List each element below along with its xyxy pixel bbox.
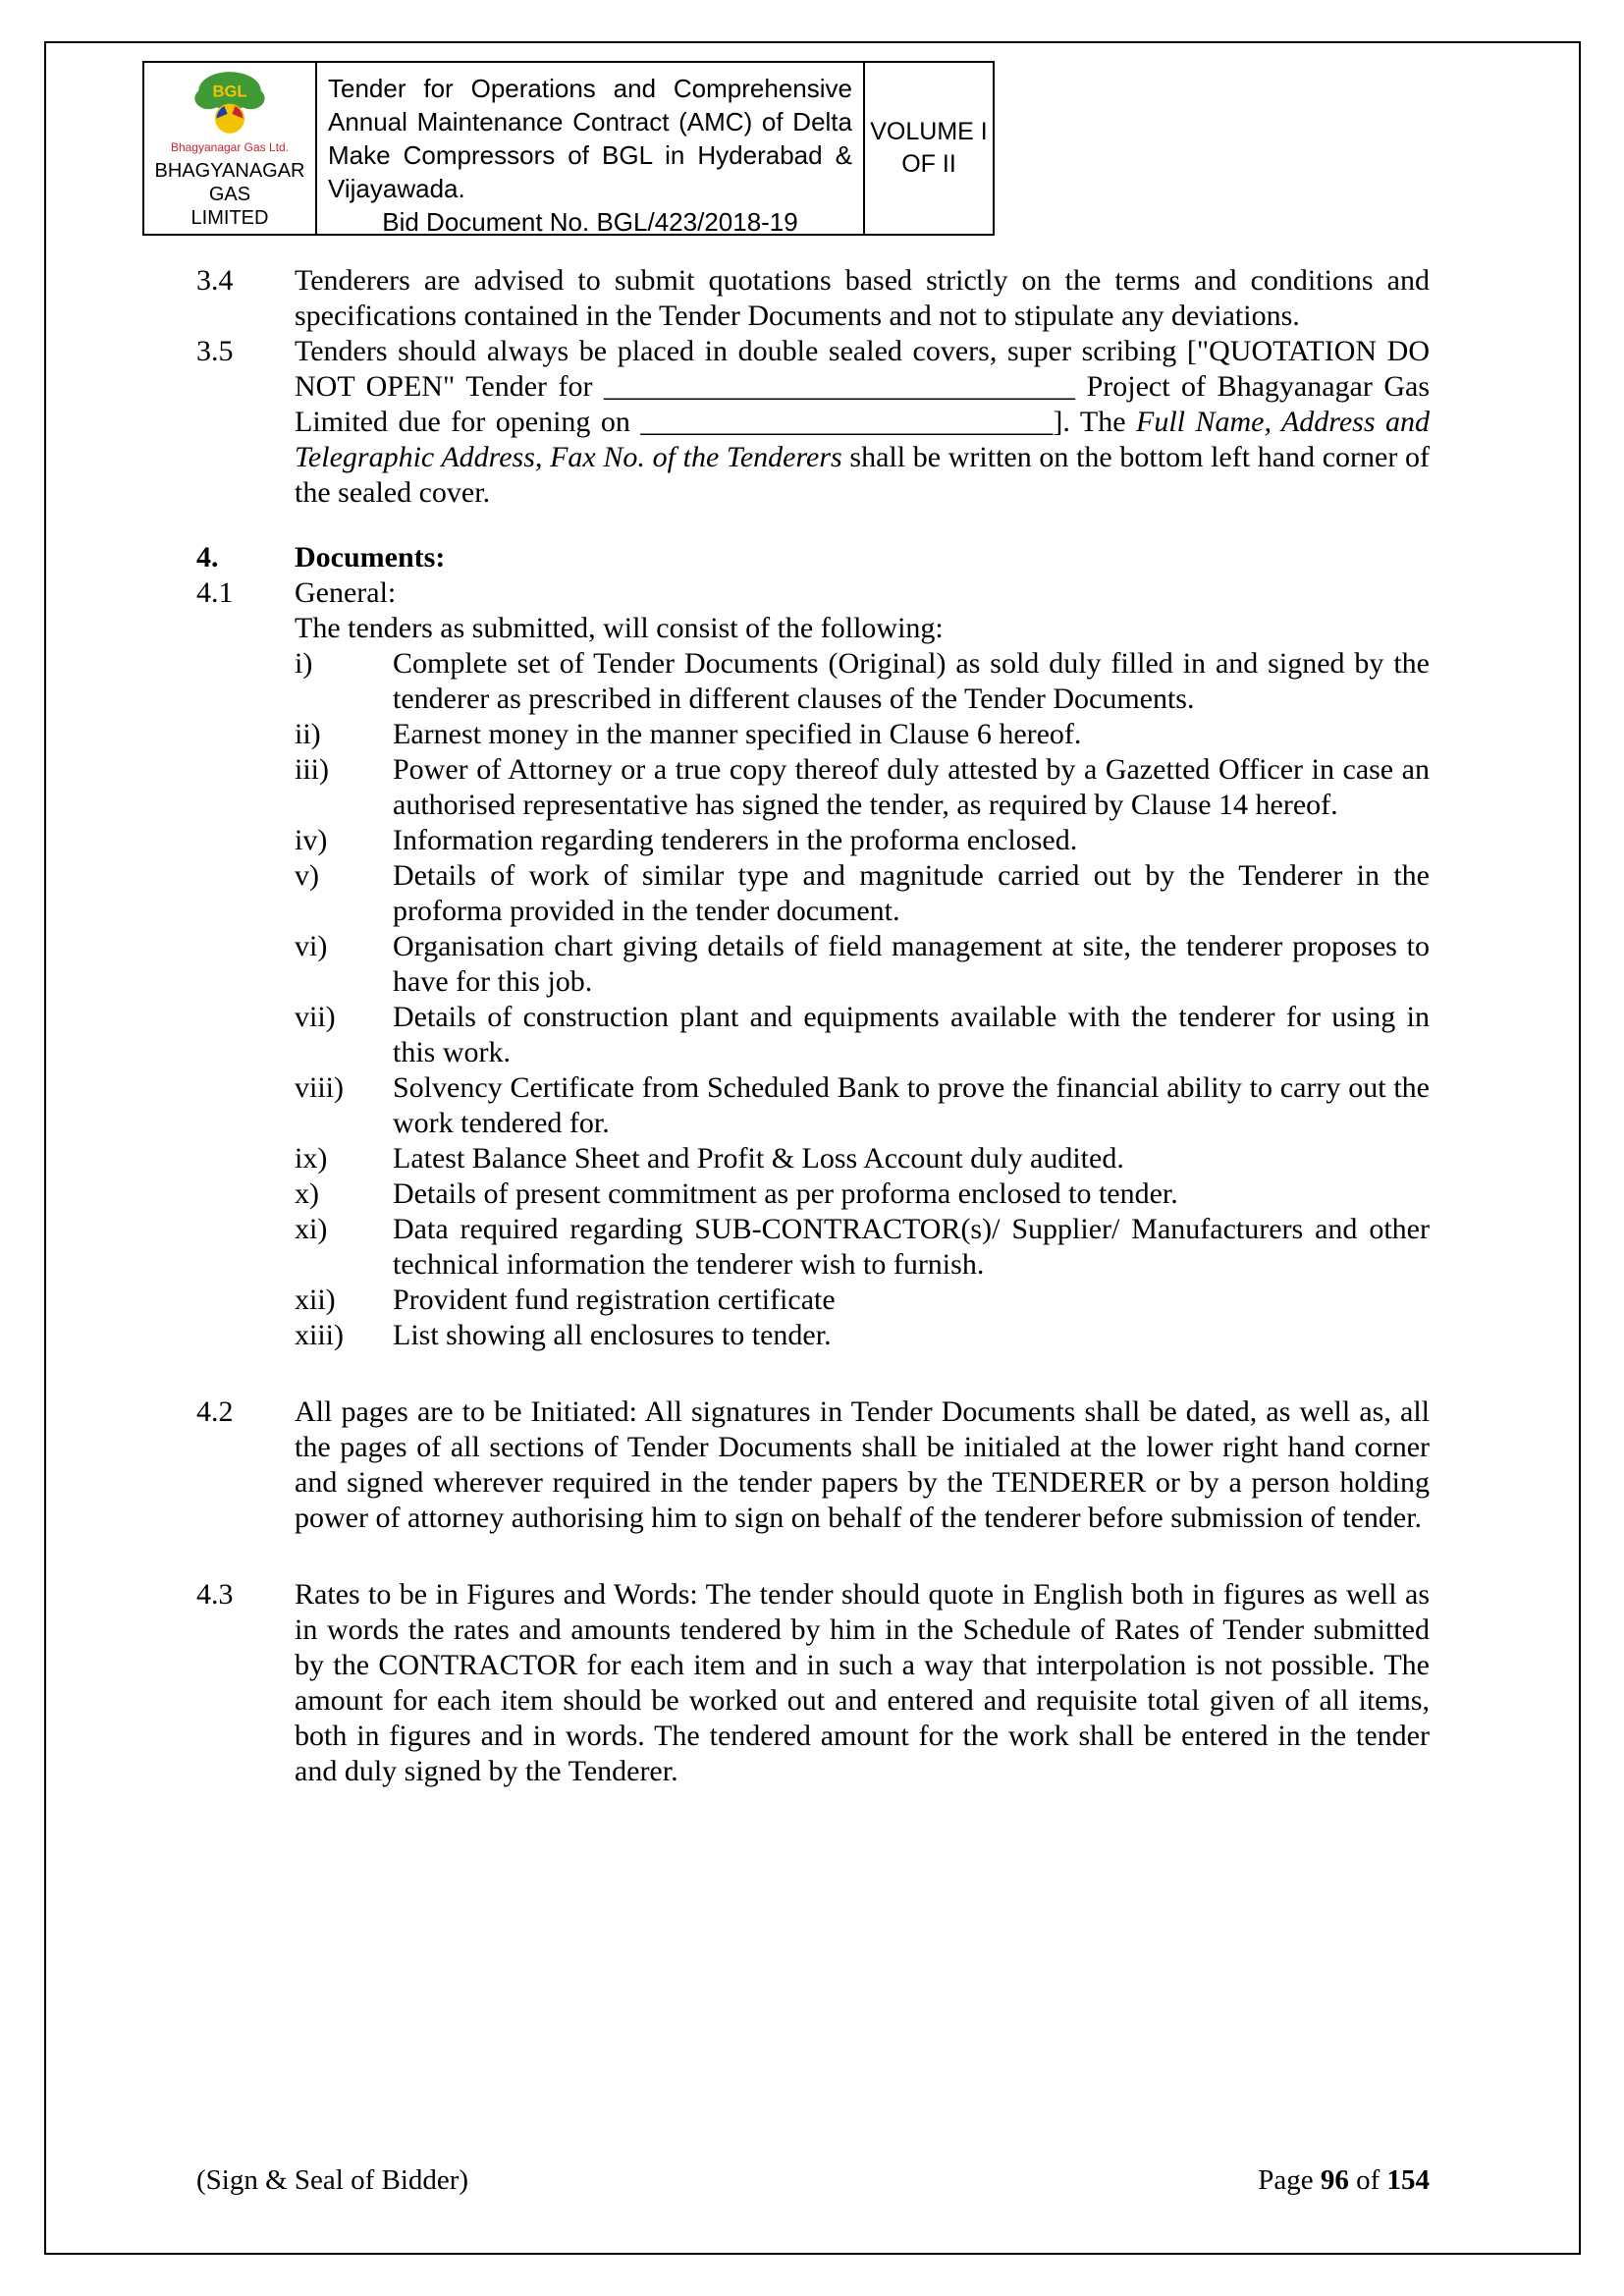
list-marker: viii) xyxy=(295,1071,344,1104)
list-item xyxy=(295,717,1430,752)
volume-cell xyxy=(863,61,995,236)
clause-3-4 xyxy=(196,263,1430,334)
bgl-logo-icon xyxy=(176,69,284,143)
list-marker: v) xyxy=(295,859,319,892)
list-marker: x) xyxy=(295,1177,319,1210)
list-item xyxy=(295,1070,1430,1141)
company-name xyxy=(148,159,311,230)
bid-document-number: Bid Document No. BGL/423/2018-19 xyxy=(382,207,798,237)
list-item xyxy=(295,1141,1430,1176)
list-item-text: Data required regarding SUB-CONTRACTOR(s)/ Supplier/ Manufacturers and other technical information the tenderer wish to furnish. xyxy=(393,1213,1430,1281)
volume-label-line1: VOLUME I xyxy=(870,118,988,145)
list-marker: xiii) xyxy=(295,1319,344,1351)
logo-acronym: BGL xyxy=(212,82,247,101)
clause-text: Tenderers are advised to submit quotations based strictly on the terms and conditions and specifications contained in the Tender Documents and not to stipulate any deviations. xyxy=(295,264,1430,332)
documents-list xyxy=(295,646,1430,1353)
list-item xyxy=(295,823,1430,858)
list-item-text: Details of present commitment as per proforma enclosed to tender. xyxy=(393,1177,1178,1210)
document-body xyxy=(196,263,1430,1789)
clause-text xyxy=(295,334,1430,511)
list-item-text: Provident fund registration certificate xyxy=(393,1284,836,1316)
list-marker: i) xyxy=(295,647,313,680)
tender-title: Tender for Operations and Comprehensive Annual Maintenance Contract (AMC) of Delta Make Compressors of BGL in Hyderabad & Vijayawada. xyxy=(328,74,852,203)
clause-4-3 xyxy=(196,1577,1430,1789)
list-marker: iii) xyxy=(295,753,329,786)
list-marker: ii) xyxy=(295,718,321,750)
clause-4-1 xyxy=(196,575,1430,611)
clause-number: 4.3 xyxy=(196,1578,234,1611)
list-item xyxy=(295,752,1430,823)
page-word: Page xyxy=(1258,2164,1314,2196)
spacer xyxy=(196,511,1430,540)
clause-text: General: xyxy=(295,576,397,609)
list-marker: iv) xyxy=(295,824,328,856)
page-footer xyxy=(196,2163,1430,2197)
list-marker: xii) xyxy=(295,1284,336,1316)
clause-3-5-text-1: Tenders should always be placed in double sealed covers, super scribing ["QUOTATION DO NOT OPEN" Tender for ________________________________ Project of Bhagyanagar Gas Limited due for opening on ____________________________]. The xyxy=(295,335,1430,438)
list-item xyxy=(295,929,1430,1000)
total-pages: 154 xyxy=(1386,2164,1430,2196)
clause-text: All pages are to be Initiated: All signatures in Tender Documents shall be dated, as well as, all the pages of all sections of Tender Documents shall be initialed at the lower right hand corner and signed wherever required in the tender papers by the TENDERER or by a person holding power of attorney authorising him to sign on behalf of the tenderer before submission of tender. xyxy=(295,1395,1430,1534)
clause-4-2 xyxy=(196,1394,1430,1536)
logo-tagline: Bhagyanagar Gas Ltd. xyxy=(170,140,290,154)
list-marker: xi) xyxy=(295,1213,328,1245)
list-marker: vii) xyxy=(295,1001,336,1033)
sign-seal-label: (Sign & Seal of Bidder) xyxy=(196,2164,469,2196)
list-marker: vi) xyxy=(295,930,328,962)
clause-3-5 xyxy=(196,334,1430,511)
list-item xyxy=(295,1000,1430,1070)
spacer xyxy=(196,1353,1430,1394)
clause-3-5-italic: Full Name, Address and Telegraphic Address, Fax No. of the Tenderers xyxy=(295,406,1431,473)
list-item xyxy=(295,1318,1430,1353)
header-table xyxy=(142,61,995,236)
clause-number: 3.5 xyxy=(196,335,234,367)
clause-text: Documents: xyxy=(295,541,446,574)
list-item-text: Details of work of similar type and magnitude carried out by the Tenderer in the proforma provided in the tender document. xyxy=(393,859,1430,927)
list-item-text: Details of construction plant and equipments available with the tenderer for using in this work. xyxy=(393,1001,1430,1068)
clause-text: Rates to be in Figures and Words: The tender should quote in English both in figures as well as in words the rates and amounts tendered by him in the Schedule of Rates of Tender submitted by the CONTRACTOR for each item and in such a way that interpolation is not possible. The amount for each item should be worked out and entered and requisite total given of all items, both in figures and in words. The tendered amount for the work shall be entered in the tender and duly signed by the Tenderer. xyxy=(295,1578,1430,1787)
list-item-text: List showing all enclosures to tender. xyxy=(393,1319,832,1351)
list-item xyxy=(295,1176,1430,1212)
heading-4-documents xyxy=(196,540,1430,575)
page-number: 96 xyxy=(1320,2164,1349,2196)
list-item xyxy=(295,1212,1430,1283)
list-item xyxy=(295,646,1430,717)
list-item xyxy=(295,1283,1430,1318)
company-name-line1: BHAGYANAGAR GAS xyxy=(154,160,305,205)
logo-cell xyxy=(142,61,317,236)
clause-4-1-intro: The tenders as submitted, will consist of the following: xyxy=(295,612,944,644)
list-item xyxy=(295,858,1430,929)
company-name-line2: LIMITED xyxy=(190,207,269,229)
clause-number: 3.4 xyxy=(196,264,234,297)
list-item-text: Earnest money in the manner specified in Clause 6 hereof. xyxy=(393,718,1082,750)
volume-label-line2: OF II xyxy=(901,150,956,178)
spacer xyxy=(196,1536,1430,1577)
page-indicator xyxy=(1258,2163,1430,2197)
list-item-text: Organisation chart giving details of field management at site, the tenderer proposes to have for this job. xyxy=(393,930,1430,998)
list-item-text: Latest Balance Sheet and Profit & Loss Account duly audited. xyxy=(393,1142,1124,1175)
list-item-text: Complete set of Tender Documents (Original) as sold duly filled in and signed by the tenderer as prescribed in different clauses of the Tender Documents. xyxy=(393,647,1430,715)
clause-number: 4.2 xyxy=(196,1395,234,1428)
list-item-text: Power of Attorney or a true copy thereof duly attested by a Gazetted Officer in case an authorised representative has signed the tender, as required by Clause 14 hereof. xyxy=(393,753,1430,821)
list-item-text: Information regarding tenderers in the proforma enclosed. xyxy=(393,824,1078,856)
list-marker: ix) xyxy=(295,1142,328,1175)
title-cell xyxy=(315,61,865,236)
clause-3-5-text-2: shall be written on the bottom left hand corner of the sealed cover. xyxy=(295,441,1431,509)
list-item-text: Solvency Certificate from Scheduled Bank to prove the financial ability to carry out the work tendered for. xyxy=(393,1071,1430,1139)
clause-number: 4. xyxy=(196,541,219,574)
clause-number: 4.1 xyxy=(196,576,234,609)
of-word: of xyxy=(1356,2164,1380,2196)
